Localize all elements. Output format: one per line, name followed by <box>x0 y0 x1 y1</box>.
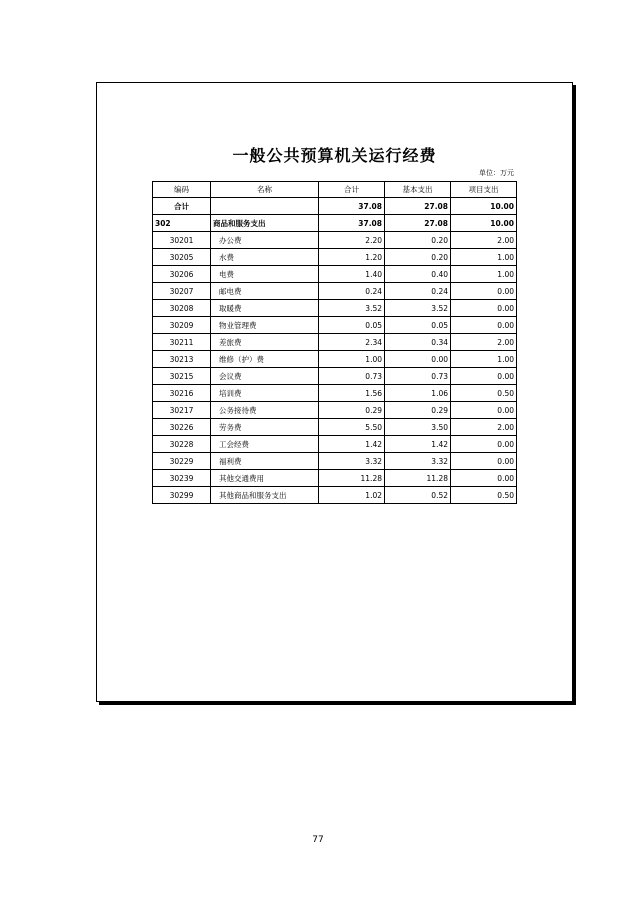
row-code: 30229 <box>153 453 211 470</box>
header-total: 合计 <box>319 182 385 198</box>
row-project: 0.00 <box>451 436 517 453</box>
table-row <box>153 317 517 334</box>
row-name: 办公费 <box>211 232 319 249</box>
row-project: 2.00 <box>451 334 517 351</box>
row-basic: 0.20 <box>385 232 451 249</box>
row-name: 其他商品和服务支出 <box>211 487 319 504</box>
row-name: 邮电费 <box>211 283 319 300</box>
row-project: 1.00 <box>451 266 517 283</box>
row-code: 30215 <box>153 368 211 385</box>
category-code: 302 <box>153 215 211 232</box>
row-total: 2.20 <box>319 232 385 249</box>
summary-row <box>153 198 517 215</box>
row-total: 3.32 <box>319 453 385 470</box>
row-project: 0.00 <box>451 300 517 317</box>
summary-name <box>211 198 319 215</box>
category-basic: 27.08 <box>385 215 451 232</box>
table-row <box>153 453 517 470</box>
table-row <box>153 487 517 504</box>
row-code: 30239 <box>153 470 211 487</box>
table-row <box>153 402 517 419</box>
document-sheet <box>96 82 573 702</box>
header-name: 名称 <box>211 182 319 198</box>
row-code: 30226 <box>153 419 211 436</box>
row-name: 维修（护）费 <box>211 351 319 368</box>
row-project: 0.00 <box>451 402 517 419</box>
row-name: 劳务费 <box>211 419 319 436</box>
row-total: 1.00 <box>319 351 385 368</box>
unit-label: 单位：万元 <box>479 169 514 177</box>
row-name: 差旅费 <box>211 334 319 351</box>
document-title: 一般公共预算机关运行经费 <box>232 146 437 165</box>
row-basic: 3.50 <box>385 419 451 436</box>
row-code: 30207 <box>153 283 211 300</box>
row-project: 2.00 <box>451 419 517 436</box>
table-row <box>153 419 517 436</box>
page-number: 77 <box>312 835 324 845</box>
row-total: 1.56 <box>319 385 385 402</box>
row-total: 0.29 <box>319 402 385 419</box>
row-project: 1.00 <box>451 249 517 266</box>
category-row <box>153 215 517 232</box>
table-row <box>153 283 517 300</box>
row-basic: 0.00 <box>385 351 451 368</box>
table-row <box>153 470 517 487</box>
summary-total: 37.08 <box>319 198 385 215</box>
row-project: 0.00 <box>451 453 517 470</box>
table-row <box>153 436 517 453</box>
row-name: 会议费 <box>211 368 319 385</box>
summary-basic: 27.08 <box>385 198 451 215</box>
budget-table <box>152 181 517 504</box>
row-code: 30228 <box>153 436 211 453</box>
row-basic: 0.20 <box>385 249 451 266</box>
row-project: 0.00 <box>451 368 517 385</box>
row-project: 0.00 <box>451 283 517 300</box>
row-name: 物业管理费 <box>211 317 319 334</box>
table-row <box>153 249 517 266</box>
row-project: 0.00 <box>451 470 517 487</box>
row-basic: 0.24 <box>385 283 451 300</box>
row-basic: 0.73 <box>385 368 451 385</box>
table-row <box>153 232 517 249</box>
row-name: 公务接待费 <box>211 402 319 419</box>
row-name: 取暖费 <box>211 300 319 317</box>
table-header-row <box>153 182 517 198</box>
row-code: 30205 <box>153 249 211 266</box>
row-basic: 0.29 <box>385 402 451 419</box>
row-total: 1.40 <box>319 266 385 283</box>
summary-code: 合计 <box>153 198 211 215</box>
row-project: 2.00 <box>451 232 517 249</box>
row-name: 其他交通费用 <box>211 470 319 487</box>
row-code: 30201 <box>153 232 211 249</box>
row-code: 30216 <box>153 385 211 402</box>
row-basic: 0.40 <box>385 266 451 283</box>
row-name: 福利费 <box>211 453 319 470</box>
row-name: 工会经费 <box>211 436 319 453</box>
row-total: 5.50 <box>319 419 385 436</box>
category-name: 商品和服务支出 <box>211 215 319 232</box>
row-code: 30211 <box>153 334 211 351</box>
row-basic: 0.05 <box>385 317 451 334</box>
row-total: 0.73 <box>319 368 385 385</box>
table-row <box>153 385 517 402</box>
table-row <box>153 351 517 368</box>
row-basic: 3.52 <box>385 300 451 317</box>
header-basic: 基本支出 <box>385 182 451 198</box>
row-basic: 0.52 <box>385 487 451 504</box>
row-project: 0.50 <box>451 487 517 504</box>
row-name: 水费 <box>211 249 319 266</box>
row-code: 30206 <box>153 266 211 283</box>
table-row <box>153 368 517 385</box>
row-basic: 3.32 <box>385 453 451 470</box>
table-row <box>153 334 517 351</box>
row-basic: 1.06 <box>385 385 451 402</box>
row-basic: 1.42 <box>385 436 451 453</box>
row-total: 0.24 <box>319 283 385 300</box>
row-code: 30208 <box>153 300 211 317</box>
summary-project: 10.00 <box>451 198 517 215</box>
header-project: 项目支出 <box>451 182 517 198</box>
row-project: 0.50 <box>451 385 517 402</box>
row-project: 0.00 <box>451 317 517 334</box>
row-total: 1.20 <box>319 249 385 266</box>
row-code: 30213 <box>153 351 211 368</box>
row-code: 30217 <box>153 402 211 419</box>
row-code: 30209 <box>153 317 211 334</box>
row-basic: 11.28 <box>385 470 451 487</box>
row-total: 11.28 <box>319 470 385 487</box>
row-total: 1.02 <box>319 487 385 504</box>
row-total: 0.05 <box>319 317 385 334</box>
row-project: 1.00 <box>451 351 517 368</box>
table-row <box>153 300 517 317</box>
row-code: 30299 <box>153 487 211 504</box>
row-total: 3.52 <box>319 300 385 317</box>
row-name: 电费 <box>211 266 319 283</box>
table-row <box>153 266 517 283</box>
category-total: 37.08 <box>319 215 385 232</box>
header-code: 编码 <box>153 182 211 198</box>
category-project: 10.00 <box>451 215 517 232</box>
row-basic: 0.34 <box>385 334 451 351</box>
row-total: 1.42 <box>319 436 385 453</box>
row-total: 2.34 <box>319 334 385 351</box>
row-name: 培训费 <box>211 385 319 402</box>
